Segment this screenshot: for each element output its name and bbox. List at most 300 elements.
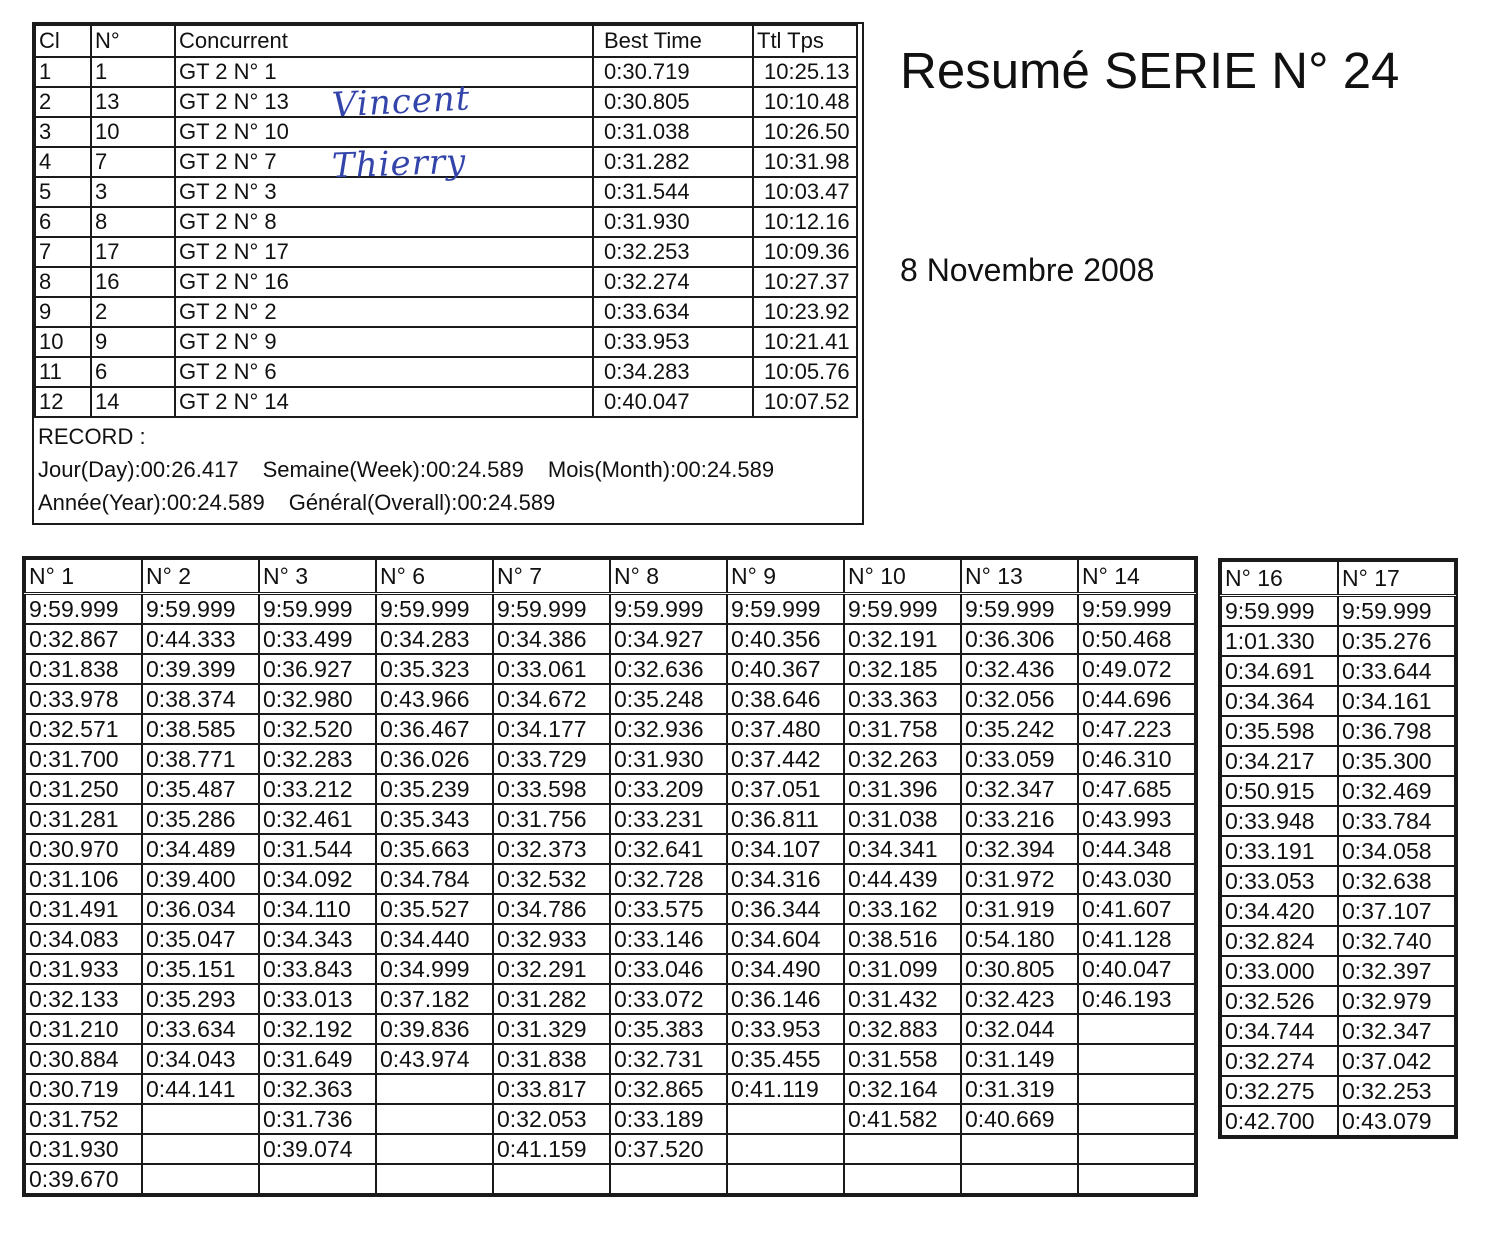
lap-time-cell: 0:33.843 — [259, 954, 376, 984]
lap-time-cell: 0:33.000 — [1221, 956, 1338, 986]
lap-time-cell: 0:44.439 — [844, 864, 961, 894]
lap-row — [1221, 596, 1455, 627]
lap-time-cell: 0:32.291 — [493, 954, 610, 984]
lap-row — [25, 714, 1195, 744]
lap-time-cell: 0:31.281 — [25, 804, 142, 834]
lap-time-cell: 0:36.811 — [727, 804, 844, 834]
lap-time-cell: 0:35.323 — [376, 654, 493, 684]
header-best-time: Best Time — [593, 25, 753, 57]
cell-number: 9 — [91, 327, 175, 357]
lap-time-cell: 0:32.933 — [493, 924, 610, 954]
lap-row — [1221, 1076, 1455, 1106]
cell-best-time: 0:32.274 — [593, 267, 753, 297]
lap-row — [25, 744, 1195, 774]
lap-times-main-body — [25, 594, 1195, 1195]
lap-time-cell: 0:35.276 — [1338, 626, 1455, 656]
cell-concurrent: GT 2 N° 13 — [175, 87, 593, 117]
lap-time-cell: 0:32.520 — [259, 714, 376, 744]
lap-row — [25, 924, 1195, 954]
lap-time-cell: 9:59.999 — [1338, 596, 1455, 627]
lap-time-cell: 9:59.999 — [727, 594, 844, 625]
lap-time-cell: 0:39.670 — [25, 1164, 142, 1194]
lap-row — [25, 1014, 1195, 1044]
lap-time-cell: 0:33.061 — [493, 654, 610, 684]
lap-row — [25, 804, 1195, 834]
lap-time-cell: 0:32.056 — [961, 684, 1078, 714]
lap-time-cell: 0:31.250 — [25, 774, 142, 804]
lap-row — [25, 984, 1195, 1014]
lap-time-cell: 0:32.053 — [493, 1104, 610, 1134]
header-total-time: Ttl Tps — [753, 25, 857, 57]
cell-rank: 4 — [35, 147, 91, 177]
lap-time-cell: 0:37.182 — [376, 984, 493, 1014]
lap-time-cell: 0:50.468 — [1078, 624, 1195, 654]
lap-time-cell: 0:43.030 — [1078, 864, 1195, 894]
lap-time-cell: 0:32.283 — [259, 744, 376, 774]
cell-rank: 12 — [35, 387, 91, 417]
lap-time-cell: 0:32.638 — [1338, 866, 1455, 896]
cell-total-time: 10:12.16 — [753, 207, 857, 237]
cell-number: 3 — [91, 177, 175, 207]
lap-time-cell: 0:32.373 — [493, 834, 610, 864]
lap-time-cell: 0:50.915 — [1221, 776, 1338, 806]
lap-time-cell: 0:31.396 — [844, 774, 961, 804]
lap-time-cell: 0:32.461 — [259, 804, 376, 834]
lap-time-cell: 0:32.636 — [610, 654, 727, 684]
lap-time-cell: 0:31.319 — [961, 1074, 1078, 1104]
lap-time-cell: 0:31.752 — [25, 1104, 142, 1134]
handwritten-name-vincent: Vincent — [331, 78, 472, 126]
lap-time-cell: 0:34.316 — [727, 864, 844, 894]
cell-number: 16 — [91, 267, 175, 297]
lap-time-cell: 0:33.953 — [727, 1014, 844, 1044]
cell-concurrent: GT 2 N° 16 — [175, 267, 593, 297]
lap-time-cell: 0:33.817 — [493, 1074, 610, 1104]
lap-times-header-row — [1221, 561, 1455, 596]
lap-time-cell: 9:59.999 — [25, 594, 142, 625]
lap-time-cell: 0:34.744 — [1221, 1016, 1338, 1046]
lap-time-cell: 0:31.544 — [259, 834, 376, 864]
lap-row — [25, 834, 1195, 864]
lap-time-cell: 0:36.306 — [961, 624, 1078, 654]
results-row — [35, 327, 857, 357]
lap-time-cell — [493, 1164, 610, 1194]
lap-time-cell: 0:41.582 — [844, 1104, 961, 1134]
lap-column-header: N° 17 — [1338, 561, 1455, 596]
lap-time-cell: 0:33.729 — [493, 744, 610, 774]
cell-number: 6 — [91, 357, 175, 387]
lap-time-cell: 0:33.644 — [1338, 656, 1455, 686]
cell-concurrent: GT 2 N° 2 — [175, 297, 593, 327]
lap-time-cell: 0:32.740 — [1338, 926, 1455, 956]
lap-time-cell: 0:34.440 — [376, 924, 493, 954]
lap-time-cell: 0:34.786 — [493, 894, 610, 924]
lap-time-cell: 0:33.209 — [610, 774, 727, 804]
cell-best-time: 0:40.047 — [593, 387, 753, 417]
lap-time-cell — [961, 1134, 1078, 1164]
lap-time-cell: 0:34.043 — [142, 1044, 259, 1074]
cell-rank: 11 — [35, 357, 91, 387]
lap-time-cell: 0:41.607 — [1078, 894, 1195, 924]
lap-row — [25, 894, 1195, 924]
lap-time-cell: 0:34.161 — [1338, 686, 1455, 716]
lap-time-cell: 0:31.106 — [25, 864, 142, 894]
lap-time-cell: 0:47.223 — [1078, 714, 1195, 744]
lap-time-cell: 0:34.999 — [376, 954, 493, 984]
lap-row — [1221, 866, 1455, 896]
lap-time-cell: 0:35.383 — [610, 1014, 727, 1044]
lap-time-cell: 0:31.558 — [844, 1044, 961, 1074]
lap-time-cell: 0:34.490 — [727, 954, 844, 984]
record-day: Jour(Day):00:26.417 — [38, 457, 239, 482]
lap-column-header: N° 9 — [727, 559, 844, 594]
lap-time-cell: 0:32.883 — [844, 1014, 961, 1044]
lap-column-header: N° 16 — [1221, 561, 1338, 596]
lap-row — [25, 1104, 1195, 1134]
lap-time-cell: 0:43.993 — [1078, 804, 1195, 834]
lap-time-cell: 0:31.491 — [25, 894, 142, 924]
lap-time-cell: 0:31.758 — [844, 714, 961, 744]
lap-time-cell: 0:33.216 — [961, 804, 1078, 834]
cell-number: 8 — [91, 207, 175, 237]
header-number: N° — [91, 25, 175, 57]
cell-concurrent: GT 2 N° 10 — [175, 117, 593, 147]
lap-time-cell: 0:32.867 — [25, 624, 142, 654]
lap-time-cell: 0:31.930 — [610, 744, 727, 774]
lap-time-cell: 0:34.283 — [376, 624, 493, 654]
cell-rank: 5 — [35, 177, 91, 207]
lap-time-cell — [961, 1164, 1078, 1194]
cell-concurrent: GT 2 N° 3 — [175, 177, 593, 207]
lap-row — [25, 864, 1195, 894]
lap-time-cell: 0:35.286 — [142, 804, 259, 834]
lap-times-main-table — [24, 558, 1196, 1195]
lap-time-cell: 0:43.966 — [376, 684, 493, 714]
lap-time-cell: 0:31.756 — [493, 804, 610, 834]
lap-time-cell: 0:38.771 — [142, 744, 259, 774]
lap-time-cell: 0:30.805 — [961, 954, 1078, 984]
lap-time-cell: 9:59.999 — [610, 594, 727, 625]
lap-times-header-row — [25, 559, 1195, 594]
lap-time-cell: 0:36.467 — [376, 714, 493, 744]
lap-time-cell: 0:34.217 — [1221, 746, 1338, 776]
lap-time-cell: 0:31.038 — [844, 804, 961, 834]
lap-row — [25, 954, 1195, 984]
lap-time-cell — [1078, 1074, 1195, 1104]
lap-time-cell: 0:37.442 — [727, 744, 844, 774]
cell-rank: 2 — [35, 87, 91, 117]
lap-row — [25, 1074, 1195, 1104]
lap-time-cell: 0:32.363 — [259, 1074, 376, 1104]
lap-row — [25, 774, 1195, 804]
lap-time-cell: 0:46.310 — [1078, 744, 1195, 774]
lap-time-cell: 0:47.685 — [1078, 774, 1195, 804]
lap-time-cell — [376, 1074, 493, 1104]
lap-time-cell: 0:32.275 — [1221, 1076, 1338, 1106]
lap-time-cell: 0:33.189 — [610, 1104, 727, 1134]
lap-row — [1221, 956, 1455, 986]
lap-row — [1221, 686, 1455, 716]
results-row — [35, 357, 857, 387]
lap-time-cell: 9:59.999 — [142, 594, 259, 625]
cell-total-time: 10:07.52 — [753, 387, 857, 417]
cell-best-time: 0:34.283 — [593, 357, 753, 387]
lap-time-cell: 0:31.838 — [493, 1044, 610, 1074]
lap-time-cell: 0:31.919 — [961, 894, 1078, 924]
lap-time-cell: 0:35.300 — [1338, 746, 1455, 776]
lap-time-cell: 0:31.099 — [844, 954, 961, 984]
lap-time-cell — [259, 1164, 376, 1194]
cell-best-time: 0:30.719 — [593, 57, 753, 87]
lap-time-cell: 0:32.532 — [493, 864, 610, 894]
lap-row — [25, 1134, 1195, 1164]
lap-time-cell: 0:34.364 — [1221, 686, 1338, 716]
cell-total-time: 10:09.36 — [753, 237, 857, 267]
lap-time-cell: 0:33.634 — [142, 1014, 259, 1044]
lap-row — [25, 624, 1195, 654]
lap-time-cell: 0:34.058 — [1338, 836, 1455, 866]
lap-time-cell: 0:38.585 — [142, 714, 259, 744]
cell-number: 14 — [91, 387, 175, 417]
lap-time-cell: 0:32.824 — [1221, 926, 1338, 956]
lap-row — [1221, 836, 1455, 866]
lap-time-cell: 0:35.487 — [142, 774, 259, 804]
lap-time-cell: 0:34.107 — [727, 834, 844, 864]
records-line-1 — [38, 453, 856, 486]
lap-time-cell: 0:32.347 — [961, 774, 1078, 804]
cell-best-time: 0:31.038 — [593, 117, 753, 147]
lap-time-cell: 0:32.044 — [961, 1014, 1078, 1044]
cell-total-time: 10:31.98 — [753, 147, 857, 177]
lap-row — [1221, 986, 1455, 1016]
lap-times-main-panel — [22, 556, 1198, 1197]
lap-row — [25, 594, 1195, 625]
cell-number: 7 — [91, 147, 175, 177]
lap-time-cell — [142, 1164, 259, 1194]
record-year: Année(Year):00:24.589 — [38, 490, 265, 515]
lap-time-cell: 0:32.936 — [610, 714, 727, 744]
lap-time-cell: 0:33.978 — [25, 684, 142, 714]
cell-best-time: 0:31.930 — [593, 207, 753, 237]
lap-time-cell: 0:32.191 — [844, 624, 961, 654]
lap-time-cell: 0:33.784 — [1338, 806, 1455, 836]
lap-time-cell: 0:32.133 — [25, 984, 142, 1014]
lap-row — [1221, 926, 1455, 956]
lap-time-cell: 0:37.051 — [727, 774, 844, 804]
cell-concurrent: GT 2 N° 8 — [175, 207, 593, 237]
lap-time-cell: 0:31.282 — [493, 984, 610, 1014]
lap-time-cell: 0:32.728 — [610, 864, 727, 894]
lap-time-cell: 0:34.420 — [1221, 896, 1338, 926]
lap-time-cell: 0:31.210 — [25, 1014, 142, 1044]
lap-time-cell: 0:38.646 — [727, 684, 844, 714]
cell-concurrent: GT 2 N° 17 — [175, 237, 593, 267]
cell-concurrent: GT 2 N° 9 — [175, 327, 593, 357]
lap-column-header: N° 7 — [493, 559, 610, 594]
lap-time-cell: 0:31.329 — [493, 1014, 610, 1044]
record-month: Mois(Month):00:24.589 — [547, 457, 775, 482]
lap-row — [1221, 1016, 1455, 1046]
lap-time-cell: 0:37.480 — [727, 714, 844, 744]
lap-time-cell: 0:33.072 — [610, 984, 727, 1014]
results-row — [35, 237, 857, 267]
lap-time-cell: 0:34.343 — [259, 924, 376, 954]
lap-time-cell: 0:31.838 — [25, 654, 142, 684]
lap-time-cell: 0:35.293 — [142, 984, 259, 1014]
lap-time-cell: 0:35.239 — [376, 774, 493, 804]
lap-column-header: N° 6 — [376, 559, 493, 594]
lap-column-header: N° 3 — [259, 559, 376, 594]
lap-time-cell: 0:31.933 — [25, 954, 142, 984]
lap-time-cell: 0:40.356 — [727, 624, 844, 654]
cell-total-time: 10:10.48 — [753, 87, 857, 117]
lap-time-cell: 0:31.432 — [844, 984, 961, 1014]
lap-time-cell: 0:41.159 — [493, 1134, 610, 1164]
lap-time-cell: 0:49.072 — [1078, 654, 1195, 684]
lap-row — [25, 1044, 1195, 1074]
lap-time-cell: 0:31.736 — [259, 1104, 376, 1134]
lap-time-cell: 0:35.151 — [142, 954, 259, 984]
lap-time-cell — [727, 1134, 844, 1164]
cell-total-time: 10:23.92 — [753, 297, 857, 327]
lap-row — [25, 654, 1195, 684]
lap-time-cell: 0:32.526 — [1221, 986, 1338, 1016]
lap-time-cell: 0:34.386 — [493, 624, 610, 654]
lap-time-cell: 9:59.999 — [493, 594, 610, 625]
lap-time-cell: 0:39.074 — [259, 1134, 376, 1164]
lap-time-cell — [844, 1134, 961, 1164]
lap-time-cell: 0:35.343 — [376, 804, 493, 834]
lap-time-cell: 0:34.092 — [259, 864, 376, 894]
lap-row — [1221, 896, 1455, 926]
lap-time-cell: 0:32.192 — [259, 1014, 376, 1044]
lap-time-cell: 9:59.999 — [844, 594, 961, 625]
page-title: Resumé SERIE N° 24 — [900, 42, 1400, 99]
cell-rank: 7 — [35, 237, 91, 267]
lap-time-cell: 0:35.047 — [142, 924, 259, 954]
lap-time-cell: 0:41.119 — [727, 1074, 844, 1104]
lap-time-cell: 0:35.248 — [610, 684, 727, 714]
handwritten-name-thierry: Thierry — [331, 141, 467, 187]
lap-time-cell — [1078, 1044, 1195, 1074]
lap-time-cell: 0:33.013 — [259, 984, 376, 1014]
results-row — [35, 297, 857, 327]
lap-time-cell: 0:32.641 — [610, 834, 727, 864]
cell-number: 13 — [91, 87, 175, 117]
cell-concurrent: GT 2 N° 1 — [175, 57, 593, 87]
cell-best-time: 0:31.282 — [593, 147, 753, 177]
lap-row — [1221, 626, 1455, 656]
lap-time-cell: 0:32.980 — [259, 684, 376, 714]
lap-time-cell: 0:32.164 — [844, 1074, 961, 1104]
cell-concurrent: GT 2 N° 6 — [175, 357, 593, 387]
lap-time-cell — [727, 1164, 844, 1194]
header-concurrent: Concurrent — [175, 25, 593, 57]
lap-time-cell — [376, 1164, 493, 1194]
lap-time-cell: 0:46.193 — [1078, 984, 1195, 1014]
record-week: Semaine(Week):00:24.589 — [262, 457, 524, 482]
lap-time-cell: 9:59.999 — [961, 594, 1078, 625]
records-label: RECORD : — [38, 424, 146, 449]
lap-time-cell: 0:33.059 — [961, 744, 1078, 774]
lap-time-cell: 0:34.110 — [259, 894, 376, 924]
cell-best-time: 0:32.253 — [593, 237, 753, 267]
results-row — [35, 387, 857, 417]
lap-time-cell: 0:36.034 — [142, 894, 259, 924]
lap-time-cell: 0:32.423 — [961, 984, 1078, 1014]
lap-time-cell: 0:35.598 — [1221, 716, 1338, 746]
lap-row — [1221, 806, 1455, 836]
lap-time-cell: 0:32.185 — [844, 654, 961, 684]
lap-time-cell: 0:34.784 — [376, 864, 493, 894]
lap-time-cell: 0:44.696 — [1078, 684, 1195, 714]
lap-time-cell: 0:43.974 — [376, 1044, 493, 1074]
results-header-row — [35, 25, 857, 57]
lap-time-cell: 0:39.836 — [376, 1014, 493, 1044]
lap-time-cell: 0:43.079 — [1338, 1106, 1455, 1136]
lap-row — [1221, 716, 1455, 746]
lap-times-side-panel — [1218, 558, 1458, 1139]
lap-time-cell: 0:32.571 — [25, 714, 142, 744]
lap-row — [25, 1164, 1195, 1194]
results-row — [35, 267, 857, 297]
lap-times-side-table — [1220, 560, 1456, 1137]
cell-best-time: 0:33.953 — [593, 327, 753, 357]
cell-number: 17 — [91, 237, 175, 267]
lap-time-cell: 0:35.455 — [727, 1044, 844, 1074]
lap-time-cell: 0:32.865 — [610, 1074, 727, 1104]
cell-total-time: 10:27.37 — [753, 267, 857, 297]
lap-time-cell: 0:37.042 — [1338, 1046, 1455, 1076]
lap-time-cell: 0:42.700 — [1221, 1106, 1338, 1136]
lap-time-cell: 0:31.972 — [961, 864, 1078, 894]
lap-time-cell: 0:34.341 — [844, 834, 961, 864]
cell-rank: 3 — [35, 117, 91, 147]
cell-best-time: 0:33.634 — [593, 297, 753, 327]
lap-times-side-body — [1221, 596, 1455, 1137]
lap-time-cell — [1078, 1104, 1195, 1134]
lap-column-header: N° 10 — [844, 559, 961, 594]
cell-total-time: 10:21.41 — [753, 327, 857, 357]
lap-time-cell: 1:01.330 — [1221, 626, 1338, 656]
cell-concurrent: GT 2 N° 14 — [175, 387, 593, 417]
cell-best-time: 0:31.544 — [593, 177, 753, 207]
cell-total-time: 10:03.47 — [753, 177, 857, 207]
header-cl: Cl — [35, 25, 91, 57]
lap-time-cell: 9:59.999 — [259, 594, 376, 625]
lap-time-cell: 0:32.253 — [1338, 1076, 1455, 1106]
lap-column-header: N° 14 — [1078, 559, 1195, 594]
lap-time-cell: 0:34.177 — [493, 714, 610, 744]
lap-column-header: N° 2 — [142, 559, 259, 594]
cell-rank: 8 — [35, 267, 91, 297]
lap-time-cell — [142, 1104, 259, 1134]
lap-time-cell: 0:33.191 — [1221, 836, 1338, 866]
lap-time-cell: 0:33.162 — [844, 894, 961, 924]
lap-time-cell: 0:32.263 — [844, 744, 961, 774]
cell-number: 2 — [91, 297, 175, 327]
lap-row — [1221, 776, 1455, 806]
lap-time-cell: 0:33.598 — [493, 774, 610, 804]
lap-time-cell: 0:36.927 — [259, 654, 376, 684]
lap-time-cell: 0:44.141 — [142, 1074, 259, 1104]
lap-column-header: N° 13 — [961, 559, 1078, 594]
lap-time-cell: 0:32.397 — [1338, 956, 1455, 986]
lap-time-cell — [142, 1134, 259, 1164]
event-date: 8 Novembre 2008 — [900, 252, 1155, 288]
lap-time-cell: 0:34.489 — [142, 834, 259, 864]
lap-time-cell: 9:59.999 — [1221, 596, 1338, 627]
